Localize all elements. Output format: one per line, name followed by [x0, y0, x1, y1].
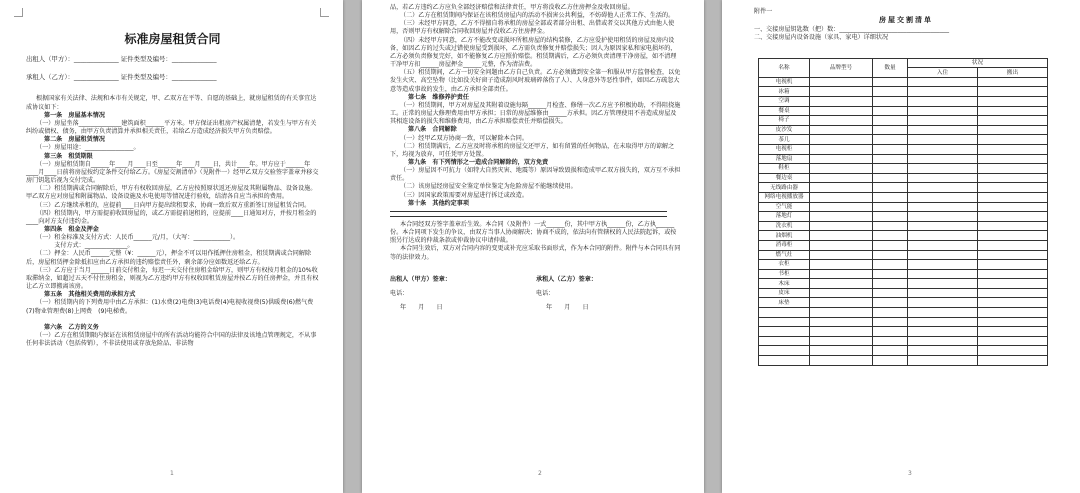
table-row: [759, 336, 1048, 346]
item-name-cell: 餐桌: [759, 106, 810, 116]
table-row: [759, 346, 1048, 356]
table-cell: [873, 356, 908, 366]
item-name-cell: [759, 317, 810, 327]
lessor-phone-label: 电话：: [390, 289, 409, 297]
table-cell: [810, 327, 873, 337]
table-cell: [908, 192, 978, 202]
crop-mark: [14, 8, 23, 17]
paragraph: （一）房屋租赁期自______年____月____日至______年____月____日，共计____年。甲方应于______年____月____日前将房屋按约定条件交付给乙方。《房屋交割清单》（见附件一）经甲乙双方交验签字盖章并移交房门钥匙后视为交付完成。: [26, 160, 319, 185]
table-cell: [978, 97, 1048, 107]
item-name-cell: 洗衣机: [759, 221, 810, 231]
handover-list-title: 房屋交割清单: [879, 16, 933, 25]
paragraph: （一）房屋用途：________________。: [36, 144, 140, 152]
table-cell: [873, 154, 908, 164]
table-row: [759, 125, 1048, 135]
table-cell: [810, 116, 873, 126]
table-cell: [810, 288, 873, 298]
table-cell: [908, 288, 978, 298]
blank-fill-line: [390, 216, 667, 217]
table-cell: [810, 336, 873, 346]
col-move-out: 搬出: [978, 68, 1048, 78]
item-name-cell: 电视柜: [759, 144, 810, 154]
table-cell: [810, 279, 873, 289]
table-cell: [810, 356, 873, 366]
table-cell: [810, 269, 873, 279]
table-cell: [978, 279, 1048, 289]
document-page-2: [362, 0, 704, 493]
paragraph: （二）押金：人民币______元整（¥：______元），押金不可以用作抵押住房租金，租赁期满或合同解除后，房屋租赁押金除抵扣应由乙方承担的违约赔偿责任外，剩余部分应如数返还给乙方。: [26, 250, 312, 266]
table-cell: [810, 125, 873, 135]
handover-table: [758, 58, 1048, 366]
paragraph: （一）租赁期内的下列费用中由乙方承担：(1)水费(2)电费(3)电话费(4)电视收视费(5)供暖费(6)燃气费(7)物业管理费(8)上网费 (9)电梯费。: [26, 299, 314, 315]
col-status: 状况: [908, 58, 1048, 68]
item-name-cell: 消毒柜: [759, 240, 810, 250]
table-cell: [873, 77, 908, 87]
paragraph: （一）房屋坐落______________建筑面积______平方米。甲方保证出租房产权属清楚，若发生与甲方有关纠纷或债权、债务，由甲方负责清算并承担相关责任，若给乙方造成经济损失甲方负责赔偿。: [26, 119, 317, 136]
table-row: [759, 183, 1048, 193]
date-row: [390, 304, 682, 312]
table-cell: [978, 173, 1048, 183]
table-cell: [908, 173, 978, 183]
table-cell: [873, 346, 908, 356]
table-cell: [908, 356, 978, 366]
item-name-cell: 书柜: [759, 269, 810, 279]
table-cell: [810, 144, 873, 154]
table-row: [759, 298, 1048, 308]
table-row: [759, 221, 1048, 231]
crop-mark: [320, 8, 329, 17]
table-cell: [810, 231, 873, 241]
paragraph: （二）租赁期满后，乙方应及时将承租的房屋交还甲方，如有留置的任何物品，在未取得甲方的谅解之下，均视为放弃，可任凭甲方处置。: [390, 142, 675, 158]
table-cell: [908, 135, 978, 145]
table-cell: [978, 183, 1048, 193]
page-2-body: [390, 4, 682, 262]
table-cell: [978, 116, 1048, 126]
table-cell: [978, 356, 1048, 366]
table-cell: [978, 106, 1048, 116]
paragraph: （三）乙方应于当月______日前交付租金，每迟一天交付住房租金给甲方，则甲方有权按月租金的10%收取滞纳金，如超过五天不付住房租金，则视为乙方违约甲方有权收回租赁房屋并按乙方的任房押金，并且有权让乙方立即搬离该房。: [26, 266, 319, 291]
paragraph: （四）租赁期内，甲方需提前收回房屋的，或乙方需提前退租的，应提前____日通知对方，并按月租金的____向对方支付违约金。: [26, 209, 317, 225]
paragraph: 本合同生效后，双方对合同内容的变更或补充应采取书面形式，作为本合同的附件。附件与本合同具有同等的法律效力。: [390, 245, 681, 261]
table-cell: [873, 183, 908, 193]
table-cell: [908, 346, 978, 356]
table-row: [759, 87, 1048, 97]
table-cell: [810, 97, 873, 107]
page-number: 1: [170, 470, 174, 477]
table-cell: [908, 231, 978, 241]
table-cell: [978, 240, 1048, 250]
item-name-cell: 床垫: [759, 298, 810, 308]
table-cell: [978, 164, 1048, 174]
document-page-3: [722, 0, 1080, 493]
paragraph: 支付方式：______________。: [36, 242, 134, 250]
table-row: [759, 106, 1048, 116]
table-row: [759, 231, 1048, 241]
table-cell: [978, 269, 1048, 279]
paragraph: （二）该房屋经房屋安全鉴定单位鉴定为危险房屋不能继续使用。: [400, 183, 577, 191]
paragraph: （三）因国家政策需要对房屋进行拆迁或改造。: [400, 191, 528, 199]
table-cell: [908, 308, 978, 318]
table-cell: [873, 240, 908, 250]
section-heading: 第七条 维修养护责任: [408, 93, 469, 101]
table-cell: [908, 336, 978, 346]
table-cell: [908, 240, 978, 250]
table-cell: [873, 317, 908, 327]
table-cell: [873, 144, 908, 154]
table-cell: [908, 260, 978, 270]
table-cell: [978, 260, 1048, 270]
paragraph: 本合同经双方签字盖章后生效。本合同（及附件）一式______份，其中甲方执______份，乙方执______份。本合同项下发生的争议，由双方当事人协商解决；协商不成的，依法向有管辖权的人民法院起诉，或按照另行达成的仲裁条款或仲裁协议申请仲裁。: [390, 220, 677, 245]
table-cell: [908, 202, 978, 212]
table-cell: [908, 116, 978, 126]
table-cell: [978, 202, 1048, 212]
table-cell: [873, 135, 908, 145]
lessor-signature-label: 出租人（甲方）签章：: [390, 275, 451, 283]
paragraph: （四）未经甲方同意，乙方不能改变或损坏所租房屋的结构装修，乙方应爱护使用租赁的房屋及房内设备，如因乙方的过失或过错使房屋受到损坏，乙方需负责修复并赔偿损失；因人为原因家私和家电损坏的，乙方必须负责修复完好，如不能修复乙方应照价赔偿。租赁期满后，乙方必须负责清理干净房屋，如不清理干净甲方扣______房屋押金______元整，作为清洁费。: [390, 36, 677, 69]
table-cell: [978, 144, 1048, 154]
table-cell: [810, 164, 873, 174]
table-cell: [873, 125, 908, 135]
table-cell: [978, 212, 1048, 222]
table-cell: [810, 202, 873, 212]
table-cell: [810, 250, 873, 260]
item-name-cell: 空气能: [759, 202, 810, 212]
table-cell: [978, 288, 1048, 298]
table-cell: [873, 87, 908, 97]
page-number: 3: [908, 470, 912, 477]
table-cell: [978, 327, 1048, 337]
table-cell: [908, 183, 978, 193]
table-cell: [810, 154, 873, 164]
table-cell: [978, 192, 1048, 202]
table-cell: [810, 87, 873, 97]
table-cell: [810, 183, 873, 193]
table-cell: [908, 212, 978, 222]
item-name-cell: 椅子: [759, 116, 810, 126]
table-cell: [810, 192, 873, 202]
blank-fill-line: [390, 211, 667, 212]
table-cell: [810, 77, 873, 87]
table-cell: [978, 308, 1048, 318]
table-row: [759, 144, 1048, 154]
table-row: [759, 240, 1048, 250]
section-heading: 第四条 租金及押金: [44, 225, 99, 233]
col-brand: 品牌型号: [810, 58, 873, 77]
section-heading: 第九条 有下列情形之一造成合同解除的，双方免责: [408, 158, 549, 166]
item-name-cell: [759, 356, 810, 366]
table-cell: [873, 116, 908, 126]
handover-table-body: [759, 77, 1048, 365]
table-cell: [810, 135, 873, 145]
paragraph: （三）乙方继续承租的，应提前____日向甲方提出续租要求，协商一致后双方重新签订房屋租赁合同。: [36, 201, 311, 209]
table-cell: [908, 269, 978, 279]
table-cell: [810, 221, 873, 231]
document-page-1: [0, 0, 343, 493]
section-heading: 第五条 其他相关费用的承担方式: [44, 291, 136, 299]
table-cell: [978, 317, 1048, 327]
item-name-cell: 木床: [759, 279, 810, 289]
table-row: [759, 260, 1048, 270]
paragraph: （二）租赁期满或合同解除后，甲方有权收回房屋，乙方应按照原状返还房屋及其附属物品、设备设施。甲乙双方应对房屋和附属物品、设备设施及水电使用等情况进行验收，结清各自应当承担的费用。: [26, 185, 317, 201]
item-name-cell: [759, 308, 810, 318]
paragraph: （一）乙方在租赁期限内保证在该租赁房屋中的所有活动均能符合中国的法律及该地点管理规定，不从事任何非法活动（包括传销），不非法使用或存放危险品、非法物: [26, 331, 317, 347]
lessee-date-label: 年 月 日: [546, 304, 589, 311]
lessor-date-label: 年 月 日: [400, 304, 443, 311]
table-cell: [873, 164, 908, 174]
lessor-line: 出租人（甲方）：______________ 证件类型及编号：______________: [26, 55, 217, 64]
item-name-cell: 鞋柜: [759, 164, 810, 174]
lessee-phone-label: 电话：: [536, 289, 555, 297]
table-cell: [873, 308, 908, 318]
table-cell: [908, 327, 978, 337]
item-name-cell: 燃气灶: [759, 250, 810, 260]
table-cell: [810, 308, 873, 318]
table-row: [759, 135, 1048, 145]
section-heading: 第二条 房屋租赁情况: [44, 136, 105, 144]
table-cell: [873, 231, 908, 241]
table-cell: [908, 298, 978, 308]
table-cell: [908, 164, 978, 174]
section-heading: 第三条 租赁期限: [44, 152, 93, 160]
table-cell: [810, 173, 873, 183]
table-cell: [978, 125, 1048, 135]
table-row: [759, 288, 1048, 298]
paragraph: （二）乙方在租赁期间内保证在该租赁房屋内的活动不损害公共利益，不妨碍他人正常工作、生活的。: [400, 12, 675, 20]
table-cell: [873, 97, 908, 107]
table-cell: [873, 221, 908, 231]
table-row: [759, 269, 1048, 279]
table-cell: [810, 240, 873, 250]
table-cell: [978, 250, 1048, 260]
table-cell: [873, 269, 908, 279]
col-move-in: 入住: [908, 68, 978, 78]
item-name-cell: 皮沙发: [759, 125, 810, 135]
table-row: [759, 279, 1048, 289]
table-row: [759, 97, 1048, 107]
table-cell: [873, 106, 908, 116]
table-cell: [908, 154, 978, 164]
table-cell: [908, 125, 978, 135]
table-cell: [978, 298, 1048, 308]
table-cell: [978, 336, 1048, 346]
section-heading: 第八条 合同解除: [408, 126, 457, 134]
paragraph: （三）未经甲方同意，乙方不得擅自将承租的房屋全部或者部分出租、出借或者交以其他方式由他人使用，否则甲方有权解除合同收回房屋并没收乙方住房押金。: [390, 20, 675, 36]
table-cell: [908, 87, 978, 97]
table-cell: [978, 231, 1048, 241]
table-cell: [908, 106, 978, 116]
paragraph: 根据国家有关法律、法规和本市有关规定，甲、乙双方在平等、自愿的基础上，就房屋租赁的有关事宜达成协议如下：: [26, 95, 317, 111]
table-cell: [978, 154, 1048, 164]
col-name: 名称: [759, 58, 810, 77]
item-name-cell: 餐边桌: [759, 173, 810, 183]
table-cell: [810, 106, 873, 116]
table-cell: [810, 317, 873, 327]
table-row: [759, 154, 1048, 164]
table-cell: [873, 202, 908, 212]
item-name-cell: 电视机: [759, 77, 810, 87]
table-row: [759, 327, 1048, 337]
table-row: [759, 250, 1048, 260]
item-name-cell: 落地扇: [759, 154, 810, 164]
table-cell: [810, 298, 873, 308]
table-cell: [908, 317, 978, 327]
table-row: [759, 116, 1048, 126]
item-name-cell: 油烟机: [759, 231, 810, 241]
contract-title: 标准房屋租赁合同: [124, 32, 221, 46]
paragraph: [26, 316, 319, 324]
table-cell: [873, 336, 908, 346]
keys-count-line: 一、交接房屋钥匙数（把）数：____________________________________: [754, 26, 949, 34]
table-row: [759, 317, 1048, 327]
item-name-cell: 冰箱: [759, 87, 810, 97]
table-row: [759, 77, 1048, 87]
item-name-cell: [759, 336, 810, 346]
table-cell: [873, 288, 908, 298]
table-cell: [810, 346, 873, 356]
paragraph: 品，若乙方违约乙方应负全部经济赔偿和法律责任，甲方将没收乙方住房押金及收回房屋。: [390, 4, 634, 11]
item-name-cell: 空调: [759, 97, 810, 107]
table-cell: [978, 221, 1048, 231]
col-qty: 数量: [873, 58, 908, 77]
paragraph: （一）租金标准及支付方式：人民币______元/月，（大写：____________）。: [36, 234, 240, 242]
section-heading: 第十条 其他约定事项: [408, 199, 469, 207]
paragraph: （五）租赁期间，乙方一切安全问题由乙方自己负责。乙方必须做到安全第一和服从甲方监督检查，以免发生火灾、高空坠物（比如没关好窗子造成刮风时玻璃碎落伤了人）、人身意外等恶性事件，如因乙方疏忽大意等造成事故的发生，由乙方承担全部责任。: [390, 69, 681, 93]
table-cell: [810, 212, 873, 222]
paragraph: （一）租赁期间，甲方对房屋及其附着设施每隔______月检查、修缮一次乙方应予积极协助，不得阻挠施工。正常的房屋大修理费用由甲方承担；日常的房屋维修由______方承担。因乙方管理使用不善造成房屋及其相连设备的损失和维修费用，由乙方承担赔偿责任并赔偿损失。: [390, 101, 681, 126]
lessee-signature-label: 承租人（乙方）签章：: [536, 275, 597, 283]
table-cell: [873, 173, 908, 183]
table-cell: [908, 250, 978, 260]
phone-row: [390, 290, 682, 298]
item-name-cell: 茶几: [759, 135, 810, 145]
page-number: 2: [538, 470, 542, 477]
table-cell: [873, 212, 908, 222]
table-cell: [978, 77, 1048, 87]
table-cell: [873, 279, 908, 289]
item-name-cell: [759, 346, 810, 356]
table-cell: [873, 298, 908, 308]
table-cell: [908, 97, 978, 107]
table-cell: [978, 346, 1048, 356]
item-name-cell: 皮床: [759, 288, 810, 298]
lessee-line: 承租人（乙方）：______________ 证件类型及编号：______________: [26, 73, 217, 82]
table-row: [759, 202, 1048, 212]
table-row: [759, 308, 1048, 318]
table-row: [759, 173, 1048, 183]
table-cell: [908, 77, 978, 87]
table-row: [759, 164, 1048, 174]
item-name-cell: 落地灯: [759, 212, 810, 222]
table-row: [759, 356, 1048, 366]
equipment-line: 二、交接房屋内设备设施（家具、家电）详细状况: [754, 34, 889, 42]
item-name-cell: [759, 327, 810, 337]
table-cell: [873, 250, 908, 260]
table-cell: [908, 221, 978, 231]
table-cell: [908, 279, 978, 289]
section-heading: 第六条 乙方的义务: [44, 323, 99, 331]
table-cell: [978, 87, 1048, 97]
item-name-cell: 无线路由器: [759, 183, 810, 193]
item-name-cell: 网络电视播放器: [759, 192, 810, 202]
table-row: [759, 212, 1048, 222]
table-cell: [810, 260, 873, 270]
table-cell: [873, 327, 908, 337]
table-cell: [873, 260, 908, 270]
table-cell: [873, 192, 908, 202]
table-cell: [978, 135, 1048, 145]
signature-row: [390, 276, 682, 284]
paragraph: （一）房屋因不可抗力（如特大自然灾害、地震等）原因导致毁损和造成甲乙双方损失的，双方互不承担责任。: [390, 167, 681, 183]
paragraph: （一）经甲乙双方协商一致，可以解除本合同。: [400, 134, 528, 142]
table-cell: [908, 144, 978, 154]
page-1-body: [26, 95, 319, 348]
attachment-label: 附件一: [754, 8, 773, 15]
section-heading: 第一条 房屋基本情况: [44, 111, 105, 119]
item-name-cell: 衣柜: [759, 260, 810, 270]
table-row: [759, 192, 1048, 202]
